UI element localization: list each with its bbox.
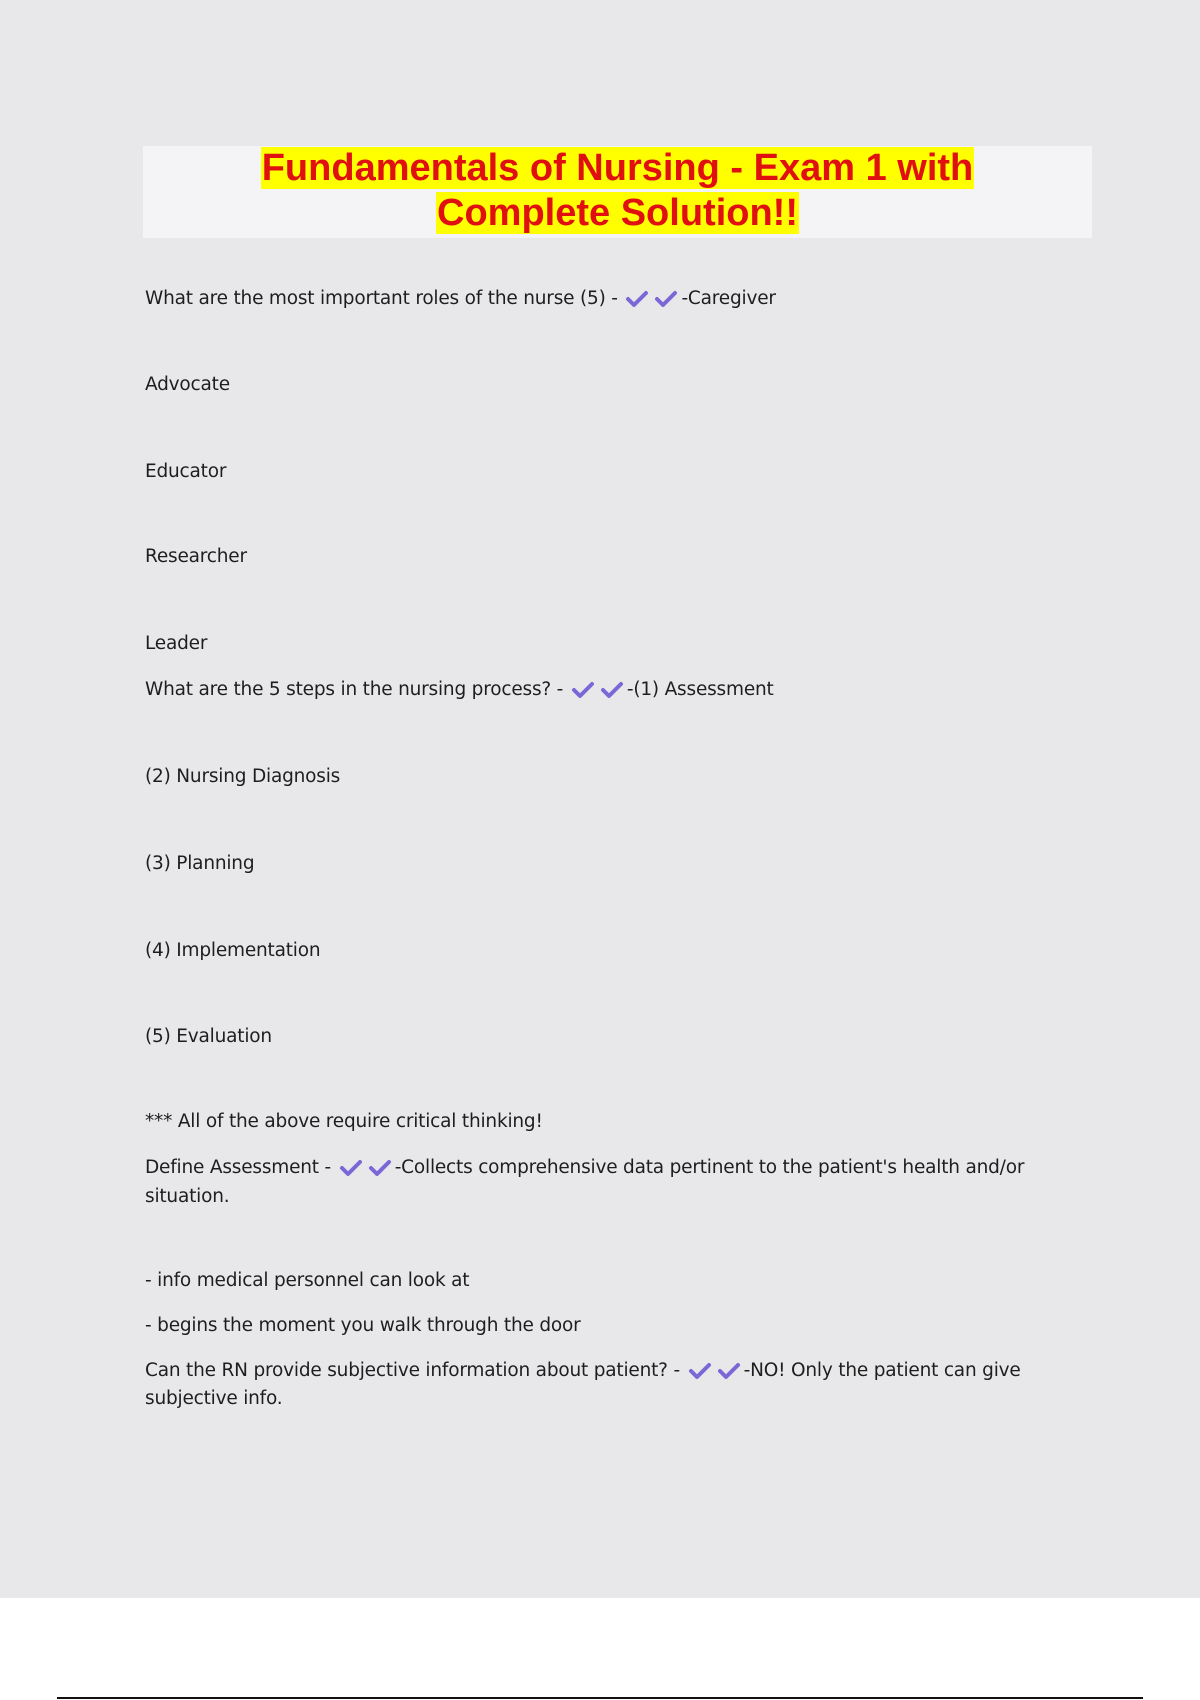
list-item: - info medical personnel can look at	[145, 1270, 470, 1291]
list-item: Researcher	[145, 546, 247, 567]
question-subjective-info	[145, 1357, 1021, 1384]
checkmark-icon	[688, 1362, 712, 1380]
list-item: (4) Implementation	[145, 940, 321, 961]
checkmark-icon	[600, 681, 624, 699]
question-roles	[145, 285, 776, 312]
answer-text: -(1) Assessment	[626, 679, 774, 700]
list-item: Educator	[145, 461, 227, 482]
list-item: (5) Evaluation	[145, 1026, 272, 1047]
question-text: Define Assessment -	[145, 1157, 331, 1178]
list-item: Leader	[145, 633, 208, 654]
question-text: What are the most important roles of the nurse (5) -	[145, 288, 618, 309]
answer-continuation: subjective info.	[145, 1388, 283, 1409]
title-line-1: Fundamentals of Nursing - Exam 1 with	[261, 147, 974, 189]
checkmark-icon	[717, 1362, 741, 1380]
answer-text: -NO! Only the patient can give	[743, 1360, 1021, 1381]
answer-text: -Collects comprehensive data pertinent to the patient's health and/or	[394, 1157, 1025, 1178]
question-text: Can the RN provide subjective information about patient? -	[145, 1360, 680, 1381]
note-text: *** All of the above require critical thinking!	[145, 1111, 543, 1132]
checkmark-icon	[368, 1159, 392, 1177]
checkmark-icon	[625, 290, 649, 308]
checkmark-icon	[654, 290, 678, 308]
title-line-2: Complete Solution!!	[437, 192, 798, 234]
list-item: (3) Planning	[145, 853, 255, 874]
title-banner	[143, 146, 1092, 238]
list-item: (2) Nursing Diagnosis	[145, 766, 341, 787]
question-define-assessment	[145, 1154, 1024, 1181]
answer-text: -Caregiver	[681, 288, 776, 309]
footer-divider	[57, 1697, 1143, 1699]
list-item: - begins the moment you walk through the door	[145, 1315, 581, 1336]
checkmark-icon	[571, 681, 595, 699]
question-text: What are the 5 steps in the nursing process? -	[145, 679, 564, 700]
list-item: Advocate	[145, 374, 230, 395]
question-nursing-process	[145, 676, 774, 703]
checkmark-icon	[339, 1159, 363, 1177]
answer-continuation: situation.	[145, 1186, 230, 1207]
